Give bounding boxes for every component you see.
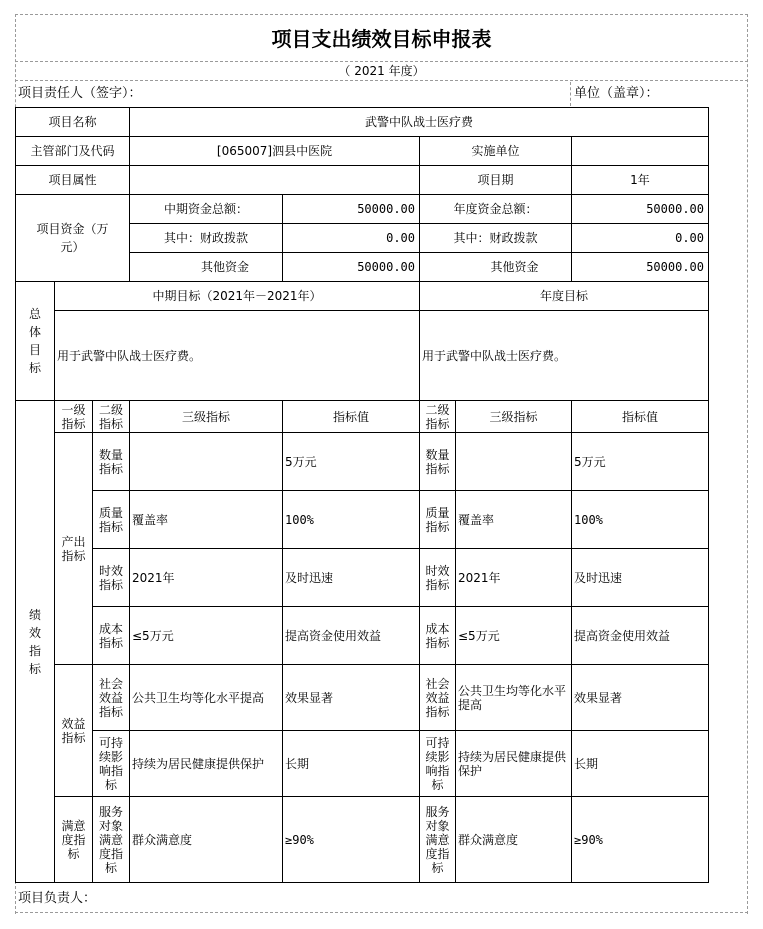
value-cell: 及时迅速	[572, 549, 709, 607]
project-period-value: 1年	[572, 166, 709, 195]
level3-cell	[130, 433, 283, 491]
mid-total-label: 中期资金总额：	[130, 195, 283, 224]
year-fiscal-label: 其中：财政拨款	[420, 224, 572, 253]
level3-cell	[456, 433, 572, 491]
level3-cell: 群众满意度	[456, 797, 572, 883]
level2-cell: 质量指标	[93, 491, 130, 549]
responsible-label: 项目责任人（签字）：	[18, 86, 142, 101]
level2-cell: 社会效益指标	[93, 665, 130, 731]
value-cell: 100%	[283, 491, 420, 549]
project-period-label: 项目期	[420, 166, 572, 195]
value-cell: 5万元	[283, 433, 420, 491]
satisfaction-indicators-label: 满意度指标	[55, 797, 93, 883]
impl-unit-label: 实施单位	[420, 137, 572, 166]
impl-unit-value	[572, 137, 709, 166]
form-title: 项目支出绩效目标申报表	[271, 27, 492, 51]
mid-other-value: 50000.00	[283, 253, 420, 282]
mid-other-label: 其他资金	[130, 253, 283, 282]
mid-fiscal-label: 其中：财政拨款	[130, 224, 283, 253]
level3-cell: 公共卫生均等化水平提高	[130, 665, 283, 731]
mid-fiscal-value: 0.00	[283, 224, 420, 253]
level3-cell: 2021年	[130, 549, 283, 607]
level2-cell: 时效指标	[93, 549, 130, 607]
value-cell: ≥90%	[572, 797, 709, 883]
value-cell: 及时迅速	[283, 549, 420, 607]
value-cell: 5万元	[572, 433, 709, 491]
value-cell: 长期	[283, 731, 420, 797]
page-border-right	[747, 14, 748, 914]
page-border-top	[15, 14, 748, 15]
level3-cell: 持续为居民健康提供保护	[130, 731, 283, 797]
overall-goal-label: 总体目标	[16, 282, 55, 401]
level3-cell: 覆盖率	[456, 491, 572, 549]
benefit-indicators-label: 效益指标	[55, 665, 93, 797]
level3-cell: 公共卫生均等化水平提高	[456, 665, 572, 731]
perf-header-level3: 三级指标	[130, 401, 283, 433]
level2-cell: 数量指标	[420, 433, 456, 491]
level2-cell: 质量指标	[420, 491, 456, 549]
year-other-value: 50000.00	[572, 253, 709, 282]
dept-label: 主管部门及代码	[16, 137, 130, 166]
level3-cell: 群众满意度	[130, 797, 283, 883]
perf-header-level3: 三级指标	[456, 401, 572, 433]
level2-cell: 成本指标	[93, 607, 130, 665]
year-other-label: 其他资金	[420, 253, 572, 282]
project-name-value: 武警中队战士医疗费	[130, 108, 709, 137]
level2-cell: 服务对象满意度指标	[420, 797, 456, 883]
table-row	[16, 731, 709, 797]
mid-total-value: 50000.00	[283, 195, 420, 224]
mid-goal-text: 用于武警中队战士医疗费。	[55, 311, 420, 401]
divider-line	[15, 80, 748, 81]
level2-cell: 社会效益指标	[420, 665, 456, 731]
level3-cell: ≤5万元	[456, 607, 572, 665]
perf-header-value: 指标值	[572, 401, 709, 433]
value-cell: 效果显著	[572, 665, 709, 731]
table-row	[16, 433, 709, 491]
project-attr-value	[130, 166, 420, 195]
project-leader-label: 项目负责人：	[18, 891, 97, 906]
output-indicators-label: 产出指标	[55, 433, 93, 665]
value-cell: 100%	[572, 491, 709, 549]
perf-header-level2: 二级指标	[420, 401, 456, 433]
responsible-signature-field[interactable]	[15, 82, 570, 106]
table-row	[16, 607, 709, 665]
level3-cell: ≤5万元	[130, 607, 283, 665]
perf-header-level2: 二级指标	[93, 401, 130, 433]
value-cell: ≥90%	[283, 797, 420, 883]
table-row	[16, 491, 709, 549]
level2-cell: 服务对象满意度指标	[93, 797, 130, 883]
table-row	[16, 549, 709, 607]
year-line: （ 2021 年度）	[338, 64, 425, 78]
level3-cell: 2021年	[456, 549, 572, 607]
perf-header-value: 指标值	[283, 401, 420, 433]
unit-label: 单位（盖章）：	[574, 86, 659, 101]
value-cell: 提高资金使用效益	[283, 607, 420, 665]
page-border-bottom	[15, 912, 748, 913]
project-attr-label: 项目属性	[16, 166, 130, 195]
year-goal-header: 年度目标	[420, 282, 709, 311]
funds-label: 项目资金（万元）	[16, 195, 130, 282]
year-fiscal-value: 0.00	[572, 224, 709, 253]
level2-cell: 数量指标	[93, 433, 130, 491]
level3-cell: 持续为居民健康提供保护	[456, 731, 572, 797]
level3-cell: 覆盖率	[130, 491, 283, 549]
mid-goal-header: 中期目标（2021年－2021年）	[55, 282, 420, 311]
level2-cell: 可持续影响指标	[93, 731, 130, 797]
year-total-value: 50000.00	[572, 195, 709, 224]
level2-cell: 成本指标	[420, 607, 456, 665]
project-leader-field[interactable]	[15, 886, 748, 912]
level2-cell: 时效指标	[420, 549, 456, 607]
level2-cell: 可持续影响指标	[420, 731, 456, 797]
value-cell: 长期	[572, 731, 709, 797]
year-goal-text: 用于武警中队战士医疗费。	[420, 311, 709, 401]
table-row	[16, 665, 709, 731]
year-total-label: 年度资金总额：	[420, 195, 572, 224]
value-cell: 提高资金使用效益	[572, 607, 709, 665]
value-cell: 效果显著	[283, 665, 420, 731]
perf-header-level1: 一级指标	[55, 401, 93, 433]
project-name-label: 项目名称	[16, 108, 130, 137]
table-row	[16, 797, 709, 883]
performance-form-table	[15, 107, 709, 883]
dept-value: [065007]泗县中医院	[130, 137, 420, 166]
perf-indicators-label: 绩效指标	[16, 401, 55, 883]
unit-seal-field[interactable]	[570, 82, 748, 106]
